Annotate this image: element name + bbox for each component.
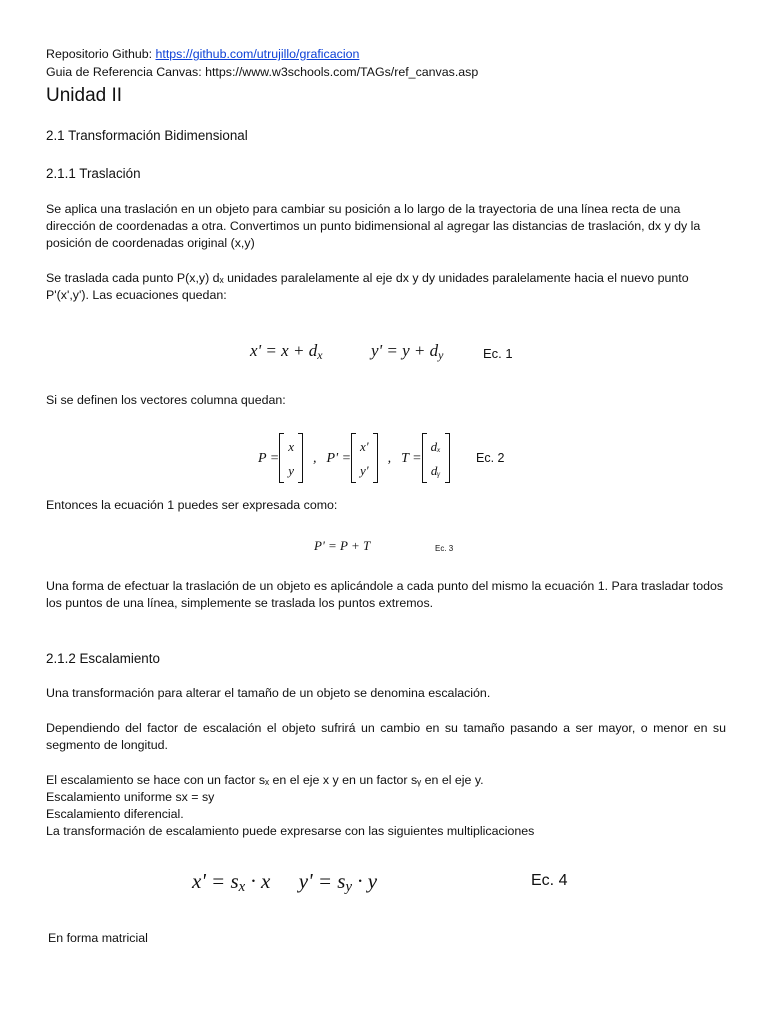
eq1-dx-sub: x	[317, 348, 323, 362]
repo-link[interactable]: https://github.com/utrujillo/graficacion	[155, 47, 360, 61]
eq1-y: y +	[402, 341, 430, 360]
equation-2-label: Ec. 2	[476, 451, 505, 465]
eq4-sy-sub: y	[345, 879, 352, 895]
eq2-T-label: T =	[401, 450, 422, 466]
eq1-lhs-x: x' =	[250, 341, 282, 360]
paragraph-forma-matricial: En forma matricial	[48, 931, 148, 945]
eq4-lhs-x: x' =	[192, 869, 231, 893]
escalamiento-line-1: El escalamiento se hace con un factor sₓ en el eje x y en un factor sᵧ en el eje y.	[46, 773, 484, 787]
paragraph-equation-expressed: Entonces la ecuación 1 puedes ser expresada como:	[46, 498, 338, 512]
eq4-times-y: · y	[351, 869, 378, 893]
eq2-Pprime-label: P' =	[326, 450, 352, 466]
paragraph-traslacion-intro: Se aplica una traslación en un objeto para cambiar su posición a lo largo de la trayectoria de una línea recta de una dirección de coordenadas a otra. Convertimos un punto bidimensional al agregar las distancias de traslación, dx y dy la posición de coordenadas original (x,y)	[46, 202, 701, 250]
escalamiento-line-3: Escalamiento diferencial.	[46, 807, 184, 821]
paragraph-escalacion-definition: Una transformación para alterar el tamaño de un objeto se denomina escalación.	[46, 686, 491, 700]
matrix-P-x: x	[288, 438, 295, 454]
section-heading-2-1-1: 2.1.1 Traslación	[46, 166, 141, 181]
matrix-T	[422, 433, 450, 483]
eq2-comma-2: ,	[387, 450, 392, 466]
matrix-P-prime	[351, 433, 378, 483]
repo-label: Repositorio Github:	[46, 47, 156, 61]
section-heading-2-1: 2.1 Transformación Bidimensional	[46, 128, 248, 143]
escalamiento-line-4: La transformación de escalamiento puede expresarse con las siguientes multiplicaciones	[46, 824, 535, 838]
matrix-Pp-x: x'	[360, 438, 369, 454]
matrix-T-dx: dₓ	[430, 438, 441, 454]
equation-3: P' = P + T	[314, 538, 371, 553]
equation-4-label: Ec. 4	[531, 872, 568, 889]
paragraph-column-vectors: Si se definen los vectores columna quedan:	[46, 393, 286, 407]
eq2-comma-1: ,	[313, 450, 317, 466]
page-title: Unidad II	[46, 85, 123, 106]
matrix-P	[279, 433, 303, 483]
eq1-dx: d	[308, 341, 318, 360]
eq4-lhs-y: y' =	[298, 869, 338, 893]
eq4-sy: s	[337, 869, 346, 893]
equation-1-label: Ec. 1	[483, 346, 513, 361]
eq2-P-label: P =	[258, 450, 280, 466]
paragraph-escalacion-factor: Dependiendo del factor de escalación el objeto sufrirá un cambio en su tamaño pasando a ser mayor, o menor en su segmento de longitud.	[46, 721, 726, 752]
equation-4	[192, 868, 512, 894]
eq1-x: x +	[281, 341, 309, 360]
paragraph-traslacion-points: Se traslada cada punto P(x,y) dₓ unidades paralelamente al eje dx y dy unidades paralelamente hacia el nuevo punto P'(x',y'). Las ecuaciones quedan:	[46, 271, 689, 302]
eq1-dy: d	[429, 341, 439, 360]
matrix-T-dy: dᵧ	[430, 462, 441, 478]
eq4-sx-sub: x	[238, 879, 246, 895]
repo-line	[46, 46, 726, 63]
matrix-P-y: y	[288, 462, 295, 478]
paragraph-traslacion-apply: Una forma de efectuar la traslación de un objeto es aplicándole a cada punto del mismo la ecuación 1. Para trasladar todos los puntos de una línea, simplemente se traslada los puntos extremos.	[46, 579, 724, 610]
canvas-reference-line: Guia de Referencia Canvas: https://www.w3schools.com/TAGs/ref_canvas.asp	[46, 65, 479, 79]
eq1-lhs-y: y' =	[370, 341, 403, 360]
paragraph-escalamiento-list	[46, 772, 726, 840]
escalamiento-line-2: Escalamiento uniforme sx = sy	[46, 790, 215, 804]
equation-3-label: Ec. 3	[435, 544, 454, 553]
section-heading-2-1-2: 2.1.2 Escalamiento	[46, 651, 160, 666]
eq1-dy-sub: y	[438, 348, 444, 362]
matrix-Pp-y: y'	[360, 462, 369, 478]
eq4-times-x: · x	[245, 869, 271, 893]
equation-2	[258, 430, 450, 486]
eq4-sx: s	[230, 869, 239, 893]
